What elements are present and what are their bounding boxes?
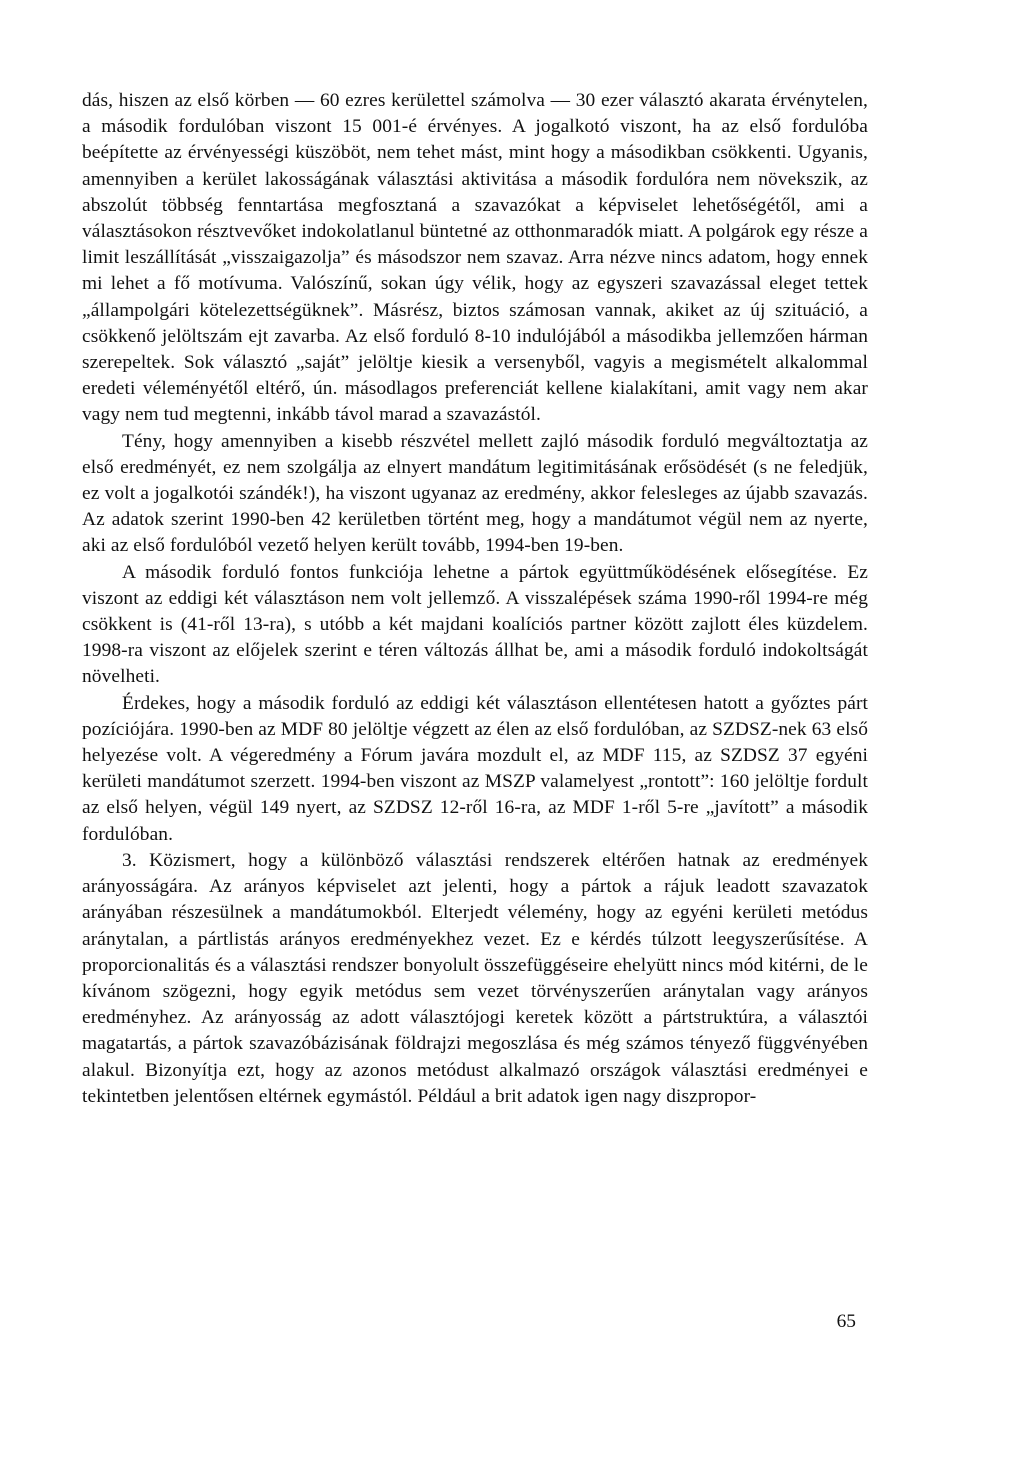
- paragraph-1: dás, hiszen az első körben — 60 ezres kerülettel számolva — 30 ezer választó akarata érvénytelen, a második fordulóban viszont 15 001-é érvényes. A jogalkotó viszont, ha az első fordulóba beépítette az érvényességi küszöböt, nem tehet mást, mint hogy a másodikban csökkenti. Ugyanis, amennyiben a kerület lakosságának választási aktivitása a második fordulóra nem növekszik, az abszolút többség fenntartása megfosztaná a szavazókat a képviselet lehetőségétől, ami a választásokon résztvevőket indokolatlanul büntetné az otthonmaradók miatt. A polgárok egy része a limit leszállítását „visszaigazolja” és másodszor nem szavaz. Arra nézve nincs adatom, hogy ennek mi lehet a fő motívuma. Valószínű, sokan úgy vélik, hogy az egyszeri szavazással eleget tettek „állampolgári kötelezettségüknek”. Másrész, biztos számosan vannak, akiket az új szituáció, a csökkenő jelöltszám ejt zavarba. Az első forduló 8-10 indulójából a másodikba jellemzően hárman szerepeltek. Sok választó „saját” jelöltje kiesik a versenyből, vagyis a megismételt alkalommal eredeti véleményétől eltérő, ún. másodlagos preferenciát kellene kialakítani, amit vagy nem akar vagy nem tud megtenni, inkább távol marad a szavazástól.: [82, 90, 868, 426]
- paragraph-4: Érdekes, hogy a második forduló az eddigi két választáson ellentétesen hatott a győztes párt pozíciójára. 1990-ben az MDF 80 jelöltje végzett az élen az első fordulóban, az SZDSZ-nek 63 első helyezése volt. A végeredmény a Fórum javára mozdult el, az MDF 115, az SZDSZ 37 egyéni kerületi mandátumot szerzett. 1994-ben viszont az MSZP valamelyest „rontott”: 160 jelöltje fordult az első helyen, végül 149 nyert, az SZDSZ 12-ről 16-ra, az MDF 1-ről 5-re „javított” a második fordulóban.: [82, 692, 868, 845]
- page-body: [82, 88, 868, 1110]
- paragraph-3: A második forduló fontos funkciója lehetne a pártok együttműködésének elősegítése. Ez viszont az eddigi két választáson nem volt jellemző. A visszalépések száma 1990-ről 1994-re még csökkent is (41-ről 13-ra), s utóbb a két majdani koalíciós partner között zajlott éles küzdelem. 1998-ra viszont az előjelek szerint e téren változás állhat be, ami a második forduló indokoltságát növelheti.: [82, 561, 868, 688]
- paragraph-2: Tény, hogy amennyiben a kisebb részvétel mellett zajló második forduló megváltoztatja az első eredményét, ez nem szolgálja az elnyert mandátum legitimitásának erősödését (s ne feledjük, ez volt a jogalkotói szándék!), ha viszont ugyanaz az eredmény, akkor felesleges az újabb szavazás. Az adatok szerint 1990-ben 42 kerületben történt meg, hogy a mandátumot végül nem az nyerte, aki az első fordulóból vezető helyen került tovább, 1994-ben 19-ben.: [82, 430, 868, 557]
- page-number: 65: [836, 1311, 856, 1332]
- paragraph-5: 3. Közismert, hogy a különböző választási rendszerek eltérően hatnak az eredmények arányosságára. Az arányos képviselet azt jelenti, hogy a pártok a rájuk leadott szavazatok arányában részesülnek a mandátumokból. Elterjedt vélemény, hogy az egyéni kerületi metódus aránytalan, a pártlistás arányos eredményekhez vezet. Ez e kérdés túlzott leegyszerűsítése. A proporcionalitás és a választási rendszer bonyolult összefüggéseire ehelyütt nincs mód kitérni, de le kívánom szögezni, hogy egyik metódus sem vezet törvényszerűen aránytalan vagy arányos eredményhez. Az arányosság az adott választójogi keretek között a pártstruktúra, a választói magatartás, a pártok szavazóbázisának földrajzi megoszlása és még számos tényező függvényében alakul. Bizonyítja ezt, hogy az azonos metódust alkalmazó országok választási eredményei e tekintetben jelentősen eltérnek egymástól. Például a brit adatok igen nagy diszpropor-: [82, 849, 868, 1107]
